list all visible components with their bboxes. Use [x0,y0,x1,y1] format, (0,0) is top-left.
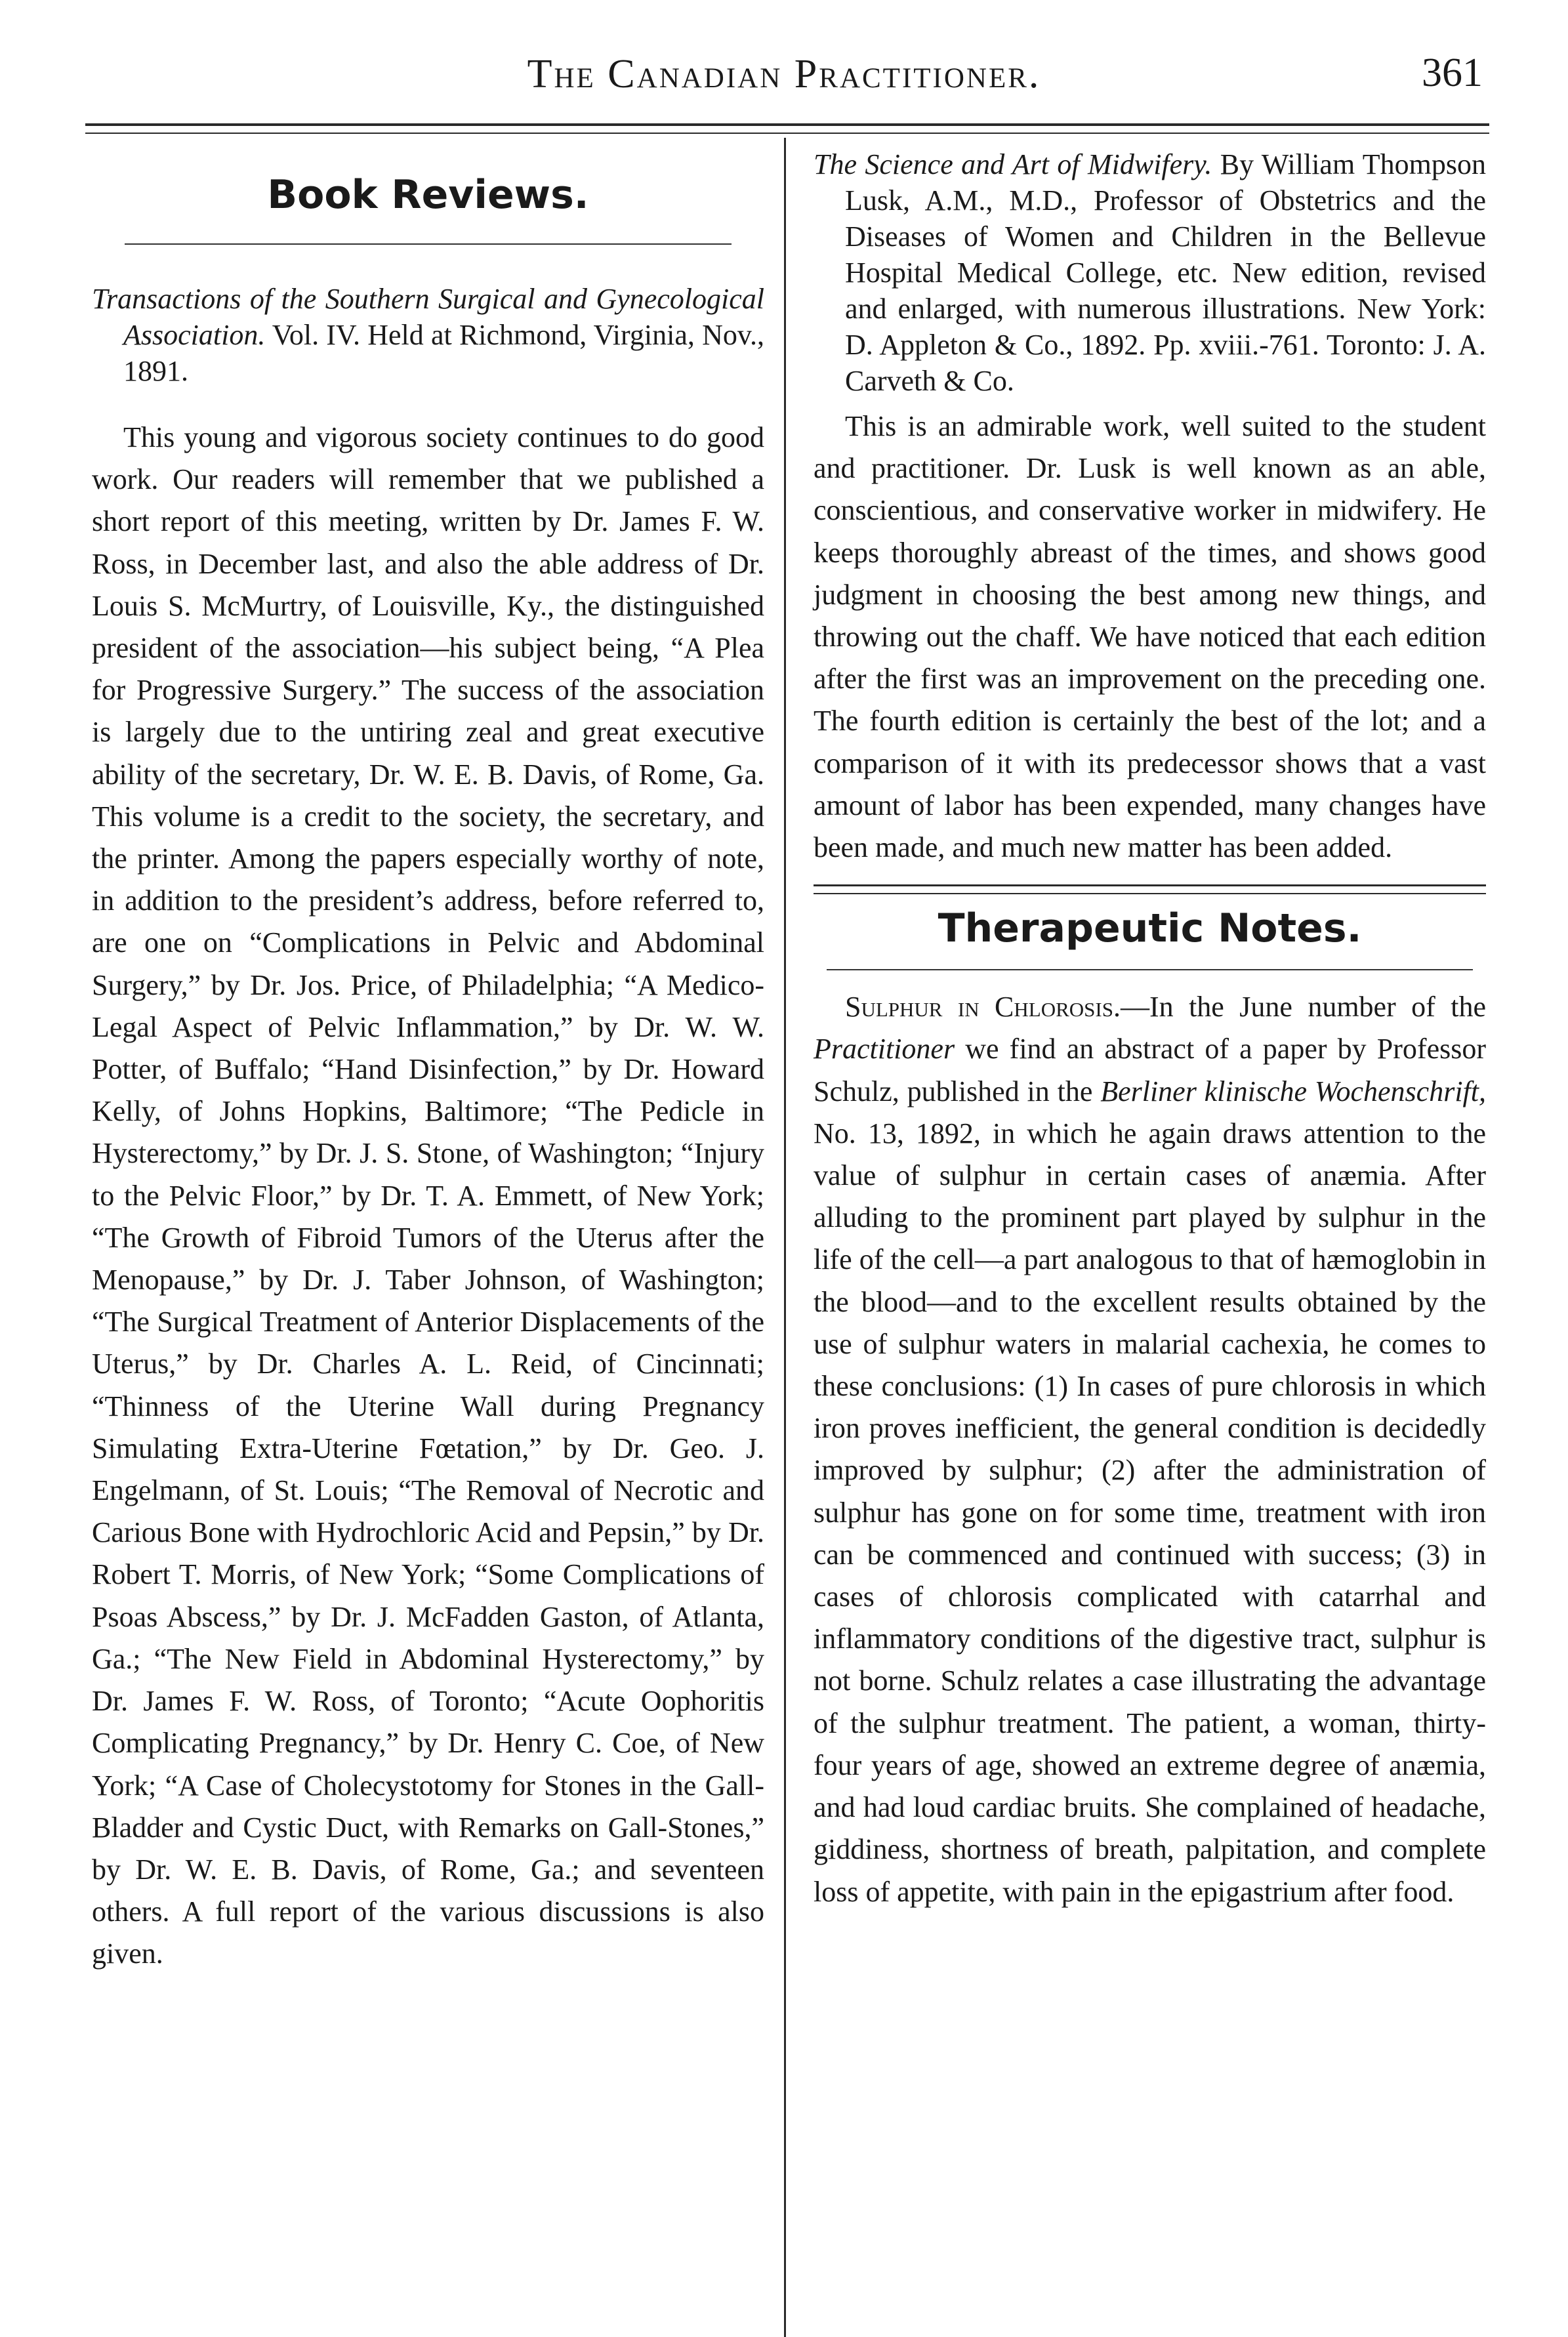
citation-title: Transactions of the Southern Surgical and Gynecological Association. [92,283,764,351]
running-head [79,26,1489,112]
header-rule-thin [85,133,1489,134]
section-separator [814,884,1486,894]
section-rule [125,243,732,245]
header-rule-thick [85,123,1489,126]
note-text: —In the June number of the [1120,991,1486,1024]
note-lead: Sulphur in Chlorosis. [845,991,1121,1024]
book-reviews-heading: Book Reviews. [267,172,589,218]
citation-details: By William Thompson Lusk, A.M., M.D., Professor of Obstetrics and the Diseases of Women and Children in the Bellevue Hospital Medical College, etc. New edition, revised and enlarged, with numerous illustrations. New York: D. Appleton & Co., 1892. Pp. xviii.-761. Toronto: J. A. Carveth & Co. [845,148,1486,397]
right-column [814,141,1486,1913]
column-divider [784,138,786,2337]
note-text: we find an abstract of a paper by Professor Schulz, published in the [814,1033,1486,1107]
book-citation-transactions [92,281,764,389]
book-citation-midwifery [814,146,1486,399]
left-column [92,141,764,1975]
note-sulphur-in-chlorosis [814,986,1486,1913]
note-text: No. 13, 1892, in which he again draws attention to the value of sulphur in certain cases of anæmia. After alluding to the prominent part played by sulphur in the life of the cell—a part analogous to that of hæmoglobin in the blood—and to the excellent results obtained by the use of sulphur waters in malarial cachexia, he comes to these conclusions: (1) In cases of pure chlorosis in which iron proves inefficient, the general condition is decidedly improved by sulphur; (2) after the administration of sulphur has gone on for some time, treatment with iron can be commenced and continued with success; (3) in cases of chlorosis complicated with catarrhal and inflammatory conditions of the digestive tract, sulphur is not borne. Schulz relates a case illustrating the advantage of the sulphur treatment. The patient, a woman, thirty-four years of age, showed an extreme degree of anæmia, and had loud cardiac bruits. She complained of headache, giddiness, shortness of breath, palpitation, and complete loss of appetite, with pain in the epigastrium after food. [814,1117,1486,1908]
journal-name: Berliner klinische Wochenschrift, [1100,1075,1486,1107]
therapeutic-notes-heading: Therapeutic Notes. [938,905,1362,952]
page-number: 361 [1422,51,1483,95]
review-body-transactions: This young and vigorous society continues to do good work. Our readers will remember that we published a short report of this meeting, written by Dr. James F. W. Ross, in December last, and also the able address of Dr. Louis S. McMurtry, of Louisville, Ky., the distinguished president of the association—his subject being, “A Plea for Progressive Surgery.” The success of the association is largely due to the untiring zeal and great executive ability of the secretary, Dr. W. E. B. Davis, of Rome, Ga. This volume is a credit to the society, the secretary, and the printer. Among the papers especially worthy of note, in addition to the president’s address, before referred to, are one on “Complications in Pelvic and Abdominal Surgery,” by Dr. Jos. Price, of Philadelphia; “A Medico-Legal Aspect of Pelvic Inflammation,” by Dr. W. W. Potter, of Buffalo; “Hand Disinfection,” by Dr. Howard Kelly, of Johns Hopkins, Baltimore; “The Pedicle in Hysterectomy,” by Dr. J. S. Stone, of Washington; “Injury to the Pelvic Floor,” by Dr. T. A. Emmett, of New York; “The Growth of Fibroid Tumors of the Uterus after the Menopause,” by Dr. J. Taber Johnson, of Washington; “The Surgical Treatment of Anterior Displacements of the Uterus,” by Dr. Charles A. L. Reid, of Cincinnati; “Thinness of the Uterine Wall during Pregnancy Simulating Extra-Uterine Fœtation,” by Dr. Geo. J. Engelmann, of St. Louis; “The Removal of Necrotic and Carious Bone with Hydrochloric Acid and Pepsin,” by Dr. Robert T. Morris, of New York; “Some Complications of Psoas Abscess,” by Dr. J. McFadden Gaston, of Atlanta, Ga.; “The New Field in Abdominal Hysterectomy,” by Dr. James F. W. Ross, of Toronto; “Acute Oophoritis Complicating Pregnancy,” by Dr. Henry C. Coe, of New York; “A Case of Cholecystotomy for Stones in the Gall-Bladder and Cystic Duct, with Remarks on Gall-Stones,” by Dr. W. E. B. Davis, of Rome, Ga.; and seventeen others. A full report of the various discussions is also given. [92,421,764,1970]
section-rule [827,969,1473,970]
journal-title: The Canadian Practitioner. [527,52,1041,96]
citation-details: Vol. IV. Held at Richmond, Virginia, Nov., 1891. [123,319,764,387]
review-body-midwifery: This is an admirable work, well suited to the student and practitioner. Dr. Lusk is well known as an able, conscientious, and conservative worker in midwifery. He keeps thoroughly abreast of the times, and shows good judgment in choosing the best among new things, and throwing out the chaff. We have noticed that each edition after the first was an improvement on the preceding one. The fourth edition is certainly the best of the lot; and a comparison of it with its predecessor shows that a vast amount of labor has been expended, many changes have been made, and much new matter has been added. [814,410,1486,864]
citation-title: The Science and Art of Midwifery. [814,148,1212,180]
journal-name: Practitioner [814,1033,955,1065]
